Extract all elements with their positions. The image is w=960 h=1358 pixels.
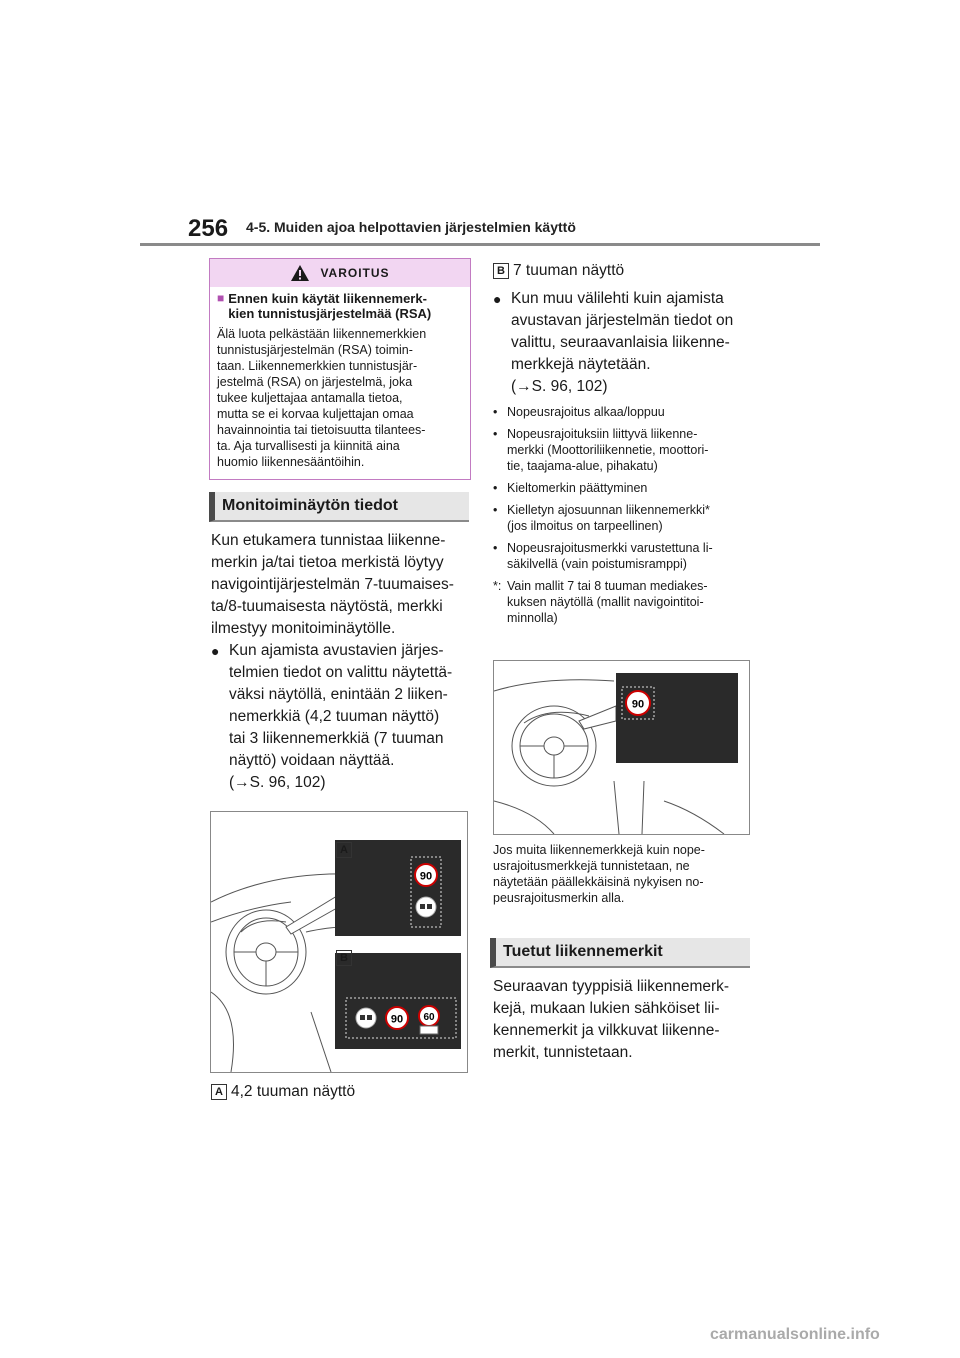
dashboard-illustration-7inch (494, 661, 749, 834)
caption-a-label: A (211, 1084, 227, 1100)
speed-sign-a-value: 90 (419, 870, 433, 883)
page-reference: (→S. 96, 102) (229, 774, 326, 791)
warning-triangle-icon (290, 264, 310, 282)
speed-sign-c-value: 60 (423, 1012, 435, 1023)
figure-caption: Jos muita liikennemerkkejä kuin nope- usrajoitusmerkkejä tunnistetaan, ne näytetään päällekkäisinä nykyisen no- peusrajoitusmerkin alla. (493, 843, 705, 905)
warning-title: VAROITUS (320, 266, 390, 280)
no-overtaking-sign-b (356, 1008, 376, 1028)
list-item: • Nopeusrajoitusmerkki varustettuna li- säkilvellä (vain poistumisramppi) (493, 541, 713, 571)
caption-a: A 4,2 tuuman näyttö (211, 1083, 355, 1101)
caption-b-label: B (493, 263, 509, 279)
bullet-dot-icon: ● (211, 643, 220, 659)
no-overtaking-sign-a (416, 897, 436, 917)
list-item: • Kieltomerkin päättyminen (493, 481, 648, 495)
list-item: • Nopeusrajoitus alkaa/loppuu (493, 405, 665, 419)
header-divider (140, 243, 820, 246)
bullet-driving-info: ● Kun ajamista avustavien järjes- telmien tiedot on valittu näytettä- väksi näytöllä, enintään 2 liiken- nemerkkiä (4,2 tuuman näyttö) tai 3 liikennemerkkiä (7 tuuman näyttö) voidaan näyttää. (→S. 96, 102) (211, 640, 473, 794)
page-reference: (→S. 96, 102) (511, 378, 608, 395)
speed-sign-b-value: 90 (390, 1013, 404, 1026)
footnote: *: Vain mallit 7 tai 8 tuuman mediakes- kuksen näytöllä (mallit navigointitoi- minnolla) (493, 579, 708, 625)
warning-header (210, 259, 470, 287)
speed-sign-7inch-value: 90 (631, 698, 645, 711)
section-intro: Kun etukamera tunnistaa liikenne- merkin ja/tai tietoa merkistä löytyy navigointijärjestelmän 7-tuumaises- ta/8-tuumaisesta näytöstä, merkki ilmestyy monitoiminäytölle. (211, 532, 454, 637)
warning-subtitle: ■ Ennen kuin käytät liikennemerk- kien tunnistusjärjestelmää (RSA) (217, 291, 432, 321)
square-bullet-icon: ■ (217, 291, 225, 305)
bullet-other-tab: ● Kun muu välilehti kuin ajamista avustavan järjestelmän tiedot on valittu, seuraavanlaisia liikenne- merkkejä näytetään. (→S. 96, 102) (493, 288, 758, 398)
page-number: 256 (188, 215, 229, 242)
warning-box (209, 258, 471, 480)
watermark: carmanualsonline.info (710, 1326, 880, 1343)
caption-b: B 7 tuuman näyttö (493, 262, 624, 280)
figure-label-a: A (336, 842, 352, 858)
supported-signs-text: Seuraavan tyyppisiä liikennemerk- kejä, mukaan lukien sähköiset lii- kennemerkit ja vilkkuvat liikenne- merkit, tunnistetaan. (493, 978, 730, 1061)
list-item: • Nopeusrajoituksiin liittyvä liikenne- merkki (Moottoriliikennetie, moottori- tie, taajama-alue, pihakatu) (493, 427, 709, 473)
section-title: 4-5. Muiden ajoa helpottavien järjestelmien käyttö (246, 219, 576, 235)
sign-type-list (493, 404, 758, 632)
bullet-dot-icon: ● (493, 291, 502, 307)
dashboard-figure-7inch (493, 660, 750, 835)
section-heading-supported-signs: Tuetut liikennemerkit (490, 938, 750, 968)
section-heading-display-info: Monitoiminäytön tiedot (209, 492, 469, 522)
figure-label-b: B (336, 950, 352, 966)
list-item: • Kielletyn ajosuunnan liikennemerkki* (jos ilmoitus on tarpeellinen) (493, 503, 710, 533)
warning-text: Älä luota pelkästään liikennemerkkien tunnistusjärjestelmän (RSA) toimin- taan. Liikennemerkkien tunnistusjär- jestelmä (RSA) on järjestelmä, joka tukee kuljettajaa antamalla tietoa, mutta se ei korvaa kuljettajan omaa havainnointia tai tietoisuutta tilantees- ta. Aja turvallisesti ja kiinnitä aina huomio liikennesääntöihin. (217, 327, 427, 469)
